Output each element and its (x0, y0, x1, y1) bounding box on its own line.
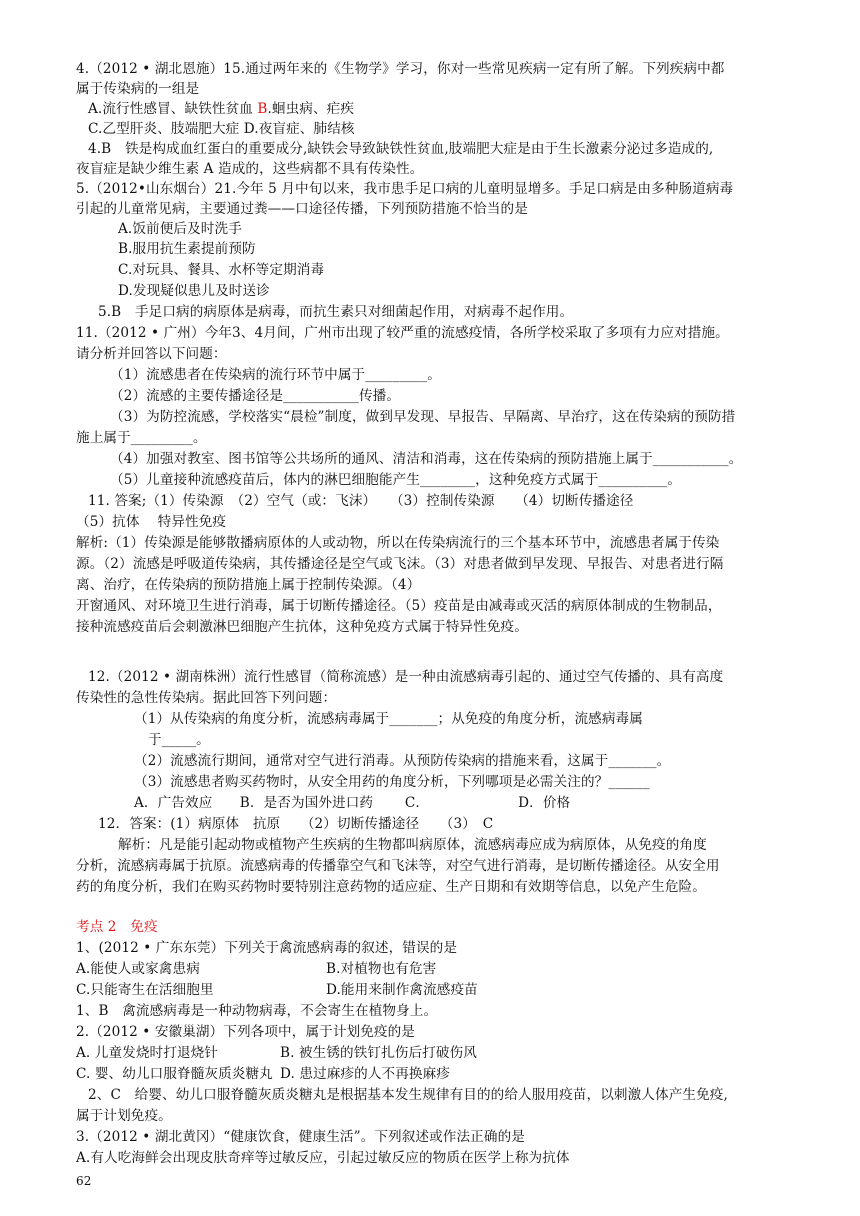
q11-explanation-line1: 解析:（1）传染源是能够散播病原体的人或动物，所以在传染病流行的三个基本环节中，流感患者属于传染 (76, 535, 720, 551)
s2q2-answer-line2: 属于计划免疫。 (76, 1108, 172, 1124)
q12-explanation-line3: 药的角度分析，我们在购买药物时要特别注意药物的适应症、生产日期和有效期等信息，以免产生危险。 (76, 879, 706, 895)
q11-explanation-line5: 接种流感疫苗后会刺激淋巴细胞产生抗体，这种免疫方式属于特异性免疫。 (76, 619, 528, 635)
q4-options-ab (88, 100, 354, 119)
s2q1-answer: 1、B 禽流感病毒是一种动物病毒，不会寄生在植物身上。 (76, 1003, 438, 1019)
q12-part1-line1: （1）从传染病的角度分析，流感病毒属于_______；从免疫的角度分析，流感病毒属 (134, 711, 643, 727)
s2q2-option-c: C. 婴、幼儿口服脊髓灰质炎糖丸 (76, 1066, 273, 1082)
q11-part4: （4）加强对教室、图书馆等公共场所的通风、清洁和消毒，这在传染病的预防措施上属于___________。 (110, 451, 743, 467)
q12-stem-line1: 12.（2012 • 湖南株洲）流行性感冒（简称流感）是一种由流感病毒引起的、通过空气传播的、具有高度 (88, 669, 724, 685)
q12-explanation-line1: 解析：凡是能引起动物或植物产生疾病的生物都叫病原体，流感病毒应成为病原体，从免疫的角度 (118, 837, 707, 853)
q5-answer: 5.B 手足口病的病原体是病毒，而抗生素只对细菌起作用，对病毒不起作用。 (98, 304, 574, 320)
s2q1-stem: 1、(2012 • 广东东莞）下列关于禽流感病毒的叙述，错误的是 (76, 940, 458, 956)
q4-option-a: A.流行性感冒、缺铁性贫血 (88, 101, 258, 117)
s2q2-option-a: A. 儿童发烧时打退烧针 (76, 1045, 219, 1061)
q12-answer: 12．答案：(1）病原体 抗原 （2）切断传播途径 （3） C (98, 816, 494, 832)
q11-stem-line1: 11.（2012 • 广州）今年3、4月间，广州市出现了较严重的流感疫情，各所学校采取了多项有力应对措施。 (76, 325, 729, 341)
q5-stem-line1: 5.（2012•山东烟台）21.今年 5 月中旬以来，我市患手足口病的儿童明显增多。手足口病是由多种肠道病毒 (76, 181, 734, 197)
q12-stem-line2: 传染性的急性传染病。据此回答下列问题： (76, 690, 337, 706)
q4-options-cd: C.乙型肝炎、肢端肥大症 D.夜盲症、肺结核 (88, 121, 355, 137)
q12-part3: （3）流感患者购买药物时，从安全用药的角度分析，下列哪项是必需关注的？______ (134, 774, 650, 790)
s2q2-answer-line1: 2、C 给婴、幼儿口服脊髓灰质炎糖丸是根据基本发生规律有目的的给人服用疫苗，以刺激人体产生免疫, (88, 1087, 728, 1103)
s2q2-option-d: D. 患过麻疹的人不再换麻疹 (280, 1066, 450, 1082)
s2q1-option-d: D.能用来制作禽流感疫苗 (326, 982, 478, 998)
q5-option-b: B.服用抗生素提前预防 (118, 241, 256, 257)
q5-option-d: D.发现疑似患儿及时送诊 (118, 283, 270, 299)
q11-answer-line1: 11. 答案;（1）传染源 （2）空气（或：飞沫） （3）控制传染源 （4）切断传播途径 (88, 493, 634, 509)
s2q1-option-a: A.能使人或家禽患病 (76, 961, 200, 977)
s2q3-option-a: A.有人吃海鲜会出现皮肤奇痒等过敏反应，引起过敏反应的物质在医学上称为抗体 (76, 1150, 570, 1166)
s2q3-stem: 3.（2012 • 湖北黄冈）“健康饮食，健康生活”。下列叙述或作法正确的是 (76, 1129, 525, 1145)
q4-answer-line1: 4.B 铁是构成血红蛋白的重要成分,缺铁会导致缺铁性贫血,肢端肥大症是由于生长激素分泌过多造成的, (88, 141, 714, 157)
q4-stem-line2: 属于传染病的一组是 (76, 81, 200, 97)
q11-part3-line1: （3）为防控流感，学校落实“晨检”制度，做到早发现、早报告、早隔离、早治疗，这在传染病的预防措 (110, 409, 736, 425)
q4-option-b: .蛔虫病、疟疾 (267, 101, 355, 117)
q11-stem-line2: 请分析并回答以下问题： (76, 346, 227, 362)
q12-explanation-line2: 分析，流感病毒属于抗原。流感病毒的传播靠空气和飞沫等，对空气进行消毒，是切断传播途径。从安全用 (76, 858, 720, 874)
section-title: 考点 2 免疫 (76, 919, 158, 935)
s2q1-option-c: C.只能寄生在活细胞里 (76, 982, 214, 998)
q11-explanation-line2: 源。（2）流感是呼吸道传染病，其传播途径是空气或飞沫。（3）对患者做到早发现、早报告、对患者进行隔 (76, 556, 724, 572)
q12-part1-line2: 于_____。 (148, 732, 210, 748)
q4-answer-line2: 夜盲症是缺少维生素 A 造成的，这些病都不具有传染性。 (76, 161, 424, 177)
q11-explanation-line4: 开窗通风、对环境卫生进行消毒，属于切断传播途径。（5）疫苗是由减毒或灭活的病原体制成的生物制品， (76, 598, 722, 614)
q11-part5: （5）儿童接种流感疫苗后，体内的淋巴细胞能产生________，这种免疫方式属于__________。 (110, 472, 682, 488)
q5-option-c: C.对玩具、餐具、水杯等定期消毒 (118, 262, 325, 278)
q5-stem-line2: 引起的儿童常见病，主要通过粪——口途径传播，下列预防措施不恰当的是 (76, 201, 528, 217)
s2q2-option-b: B. 被生锈的铁钉扎伤后打破伤风 (280, 1045, 477, 1061)
q11-part1: （1）流感患者在传染病的流行环节中属于_________。 (110, 367, 442, 383)
q12-part2: （2）流感流行期间，通常对空气进行消毒。从预防传染病的措施来看，这属于_______。 (134, 753, 671, 769)
s2q1-option-b: B.对植物也有危害 (326, 961, 437, 977)
s2q2-stem: 2.（2012 • 安徽巢湖）下列各项中，属于计划免疫的是 (76, 1024, 415, 1040)
q4-stem-line1: 4.（2012 • 湖北恩施）15.通过两年来的《生物学》学习，你对一些常见疾病一定有所了解。下列疾病中都 (76, 61, 725, 77)
q5-option-a: A.饭前便后及时洗手 (118, 221, 242, 237)
q4-option-b-letter: B (257, 101, 268, 117)
q11-part2: （2）流感的主要传播途径是___________传播。 (110, 388, 401, 404)
q11-part3-line2: 施上属于_________。 (76, 430, 207, 446)
q12-options: A．广告效应 B．是否为国外进口药 C． D．价格 (134, 795, 571, 811)
q11-explanation-line3: 离、治疗，在传染病的预防措施上属于控制传染源。（4） (76, 577, 421, 593)
page-number: 62 (76, 1174, 92, 1188)
q11-answer-line2: （5）抗体 特异性免疫 (76, 514, 227, 530)
